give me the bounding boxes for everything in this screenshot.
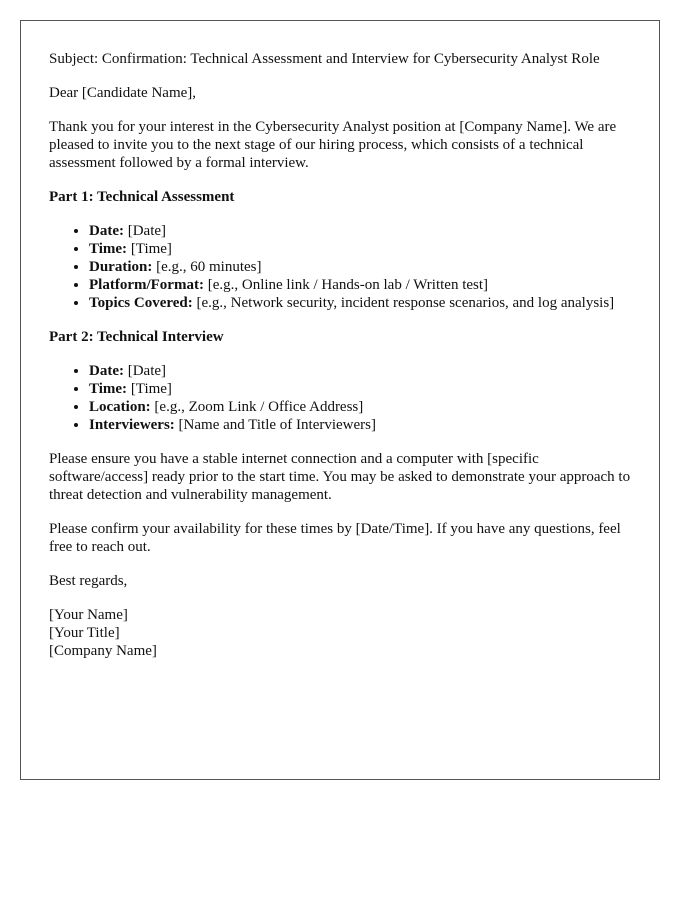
part1-heading: Part 1: Technical Assessment <box>49 189 235 205</box>
signature-block <box>49 606 631 660</box>
subject-line: Subject: Confirmation: Technical Assessment and Interview for Cybersecurity Analyst Role <box>49 51 600 67</box>
part2-list <box>49 362 631 434</box>
item-label: Duration: <box>89 259 153 275</box>
item-label: Topics Covered: <box>89 295 193 311</box>
item-label: Time: <box>89 381 128 397</box>
part1-list <box>49 222 631 312</box>
item-value: [e.g., 60 minutes] <box>152 259 262 275</box>
item-value: [Time] <box>127 241 172 257</box>
letter-page <box>20 20 660 780</box>
item-value: [Time] <box>127 381 172 397</box>
part1-item-date <box>89 222 631 240</box>
part2-item-location <box>89 398 631 416</box>
part2-heading: Part 2: Technical Interview <box>49 329 224 345</box>
closing: Best regards, <box>49 573 128 589</box>
item-label: Date: <box>89 363 124 379</box>
signature-name: [Your Name] <box>49 607 128 623</box>
part2-item-interviewers <box>89 416 631 434</box>
item-label: Interviewers: <box>89 417 175 433</box>
part1-item-platform <box>89 276 631 294</box>
item-label: Location: <box>89 399 151 415</box>
item-value: [e.g., Network security, incident response scenarios, and log analysis] <box>192 295 615 311</box>
part2-item-date <box>89 362 631 380</box>
signature-title: [Your Title] <box>49 625 120 641</box>
item-label: Time: <box>89 241 128 257</box>
part1-item-duration <box>89 258 631 276</box>
item-value: [Date] <box>123 223 167 239</box>
signature-company: [Company Name] <box>49 643 157 659</box>
part2-item-time <box>89 380 631 398</box>
greeting: Dear [Candidate Name], <box>49 85 197 101</box>
item-label: Platform/Format: <box>89 277 204 293</box>
item-value: [Date] <box>123 363 167 379</box>
intro-paragraph: Thank you for your interest in the Cybersecurity Analyst position at [Company Name]. We are pleased to invite you to the next stage of our hiring process, which consists of a technical assessment followed by a formal interview. <box>49 119 617 171</box>
item-label: Date: <box>89 223 124 239</box>
prepare-paragraph: Please ensure you have a stable internet connection and a computer with [specific software/access] ready prior to the start time. You may be asked to demonstrate your approach to threat detection and vulnerability management. <box>49 451 631 503</box>
part1-item-time <box>89 240 631 258</box>
item-value: [Name and Title of Interviewers] <box>174 417 376 433</box>
part1-item-topics <box>89 294 631 312</box>
item-value: [e.g., Online link / Hands-on lab / Written test] <box>203 277 489 293</box>
item-value: [e.g., Zoom Link / Office Address] <box>150 399 364 415</box>
confirm-paragraph: Please confirm your availability for these times by [Date/Time]. If you have any questions, feel free to reach out. <box>49 521 621 555</box>
